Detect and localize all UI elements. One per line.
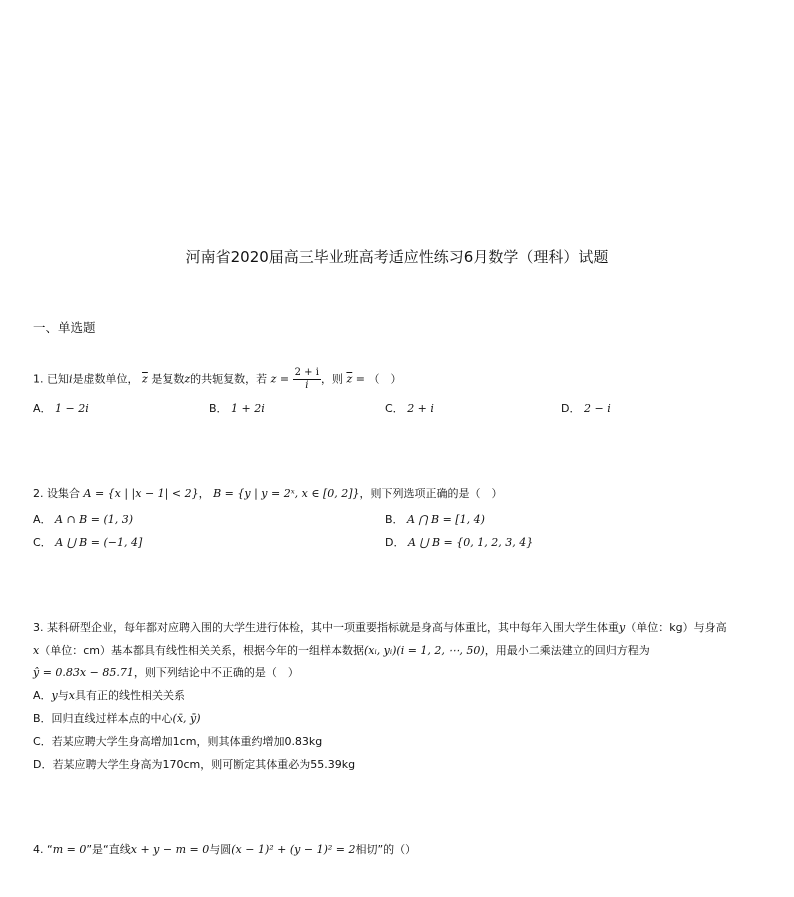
option-label: B． (385, 513, 404, 526)
q1-option-d (561, 402, 611, 416)
q3-text: ，则下列结论中不正确的是（ ） (133, 666, 299, 679)
option-value: A ∩ B = (1, 3) (55, 513, 134, 526)
q3-option-d: D．若某应聘大学生身高为170cm，则可断定其体重必为55.39kg (33, 758, 356, 771)
page-title: 河南省2020届高三毕业班高考适应性练习6月数学（理科）试题 (185, 248, 609, 266)
question-3-line-3 (33, 666, 299, 680)
q1-z: z (184, 372, 191, 386)
option-label: A． (33, 689, 52, 702)
q3-var-x: x (68, 689, 75, 702)
option-value: A ⋂ B = [1, 4) (407, 513, 485, 526)
option-value: 2 − i (583, 402, 611, 415)
q4-text: 4. “ (33, 843, 53, 856)
q3-text: 3. 某科研型企业，每年都对应聘入围的大学生进行体检，其中一项重要指标就是身高与体重比，其中每年入围大学生体重 (33, 621, 619, 634)
q2-option-d (385, 536, 533, 550)
q3-text: 具有正的线性相关关系 (74, 689, 185, 702)
q3-center-point: (x̄, ȳ) (172, 712, 201, 725)
q3-text: 与 (57, 689, 69, 702)
q3-text: （单位：cm）基本都具有线性相关关系，根据今年的一组样本数据 (39, 644, 364, 657)
q1-zbar: $\overline{z}$ (142, 372, 148, 386)
question-4 (33, 843, 416, 857)
q1-frac-num: 2 + i (294, 367, 319, 378)
q1-option-b (209, 402, 265, 416)
option-label: C． (33, 536, 52, 549)
q1-i: i (69, 372, 73, 386)
q3-var-y: y (619, 621, 626, 634)
q1-text: 1. 已知 (33, 372, 69, 386)
q4-line-eq: x + y − m = 0 (130, 843, 210, 856)
option-label: D． (561, 402, 581, 415)
q1-eq: z = (270, 372, 290, 386)
q3-var-x: x (33, 644, 40, 657)
q1-text: 是复数 (151, 372, 185, 386)
q3-var-y: y (51, 689, 58, 702)
question-1 (33, 367, 401, 392)
option-value: 1 + 2i (231, 402, 265, 415)
q2-option-c (33, 536, 142, 550)
q2-text: 2. 设集合 (33, 487, 80, 500)
question-3-line-1 (33, 621, 727, 635)
option-label: A． (33, 513, 52, 526)
section-heading: 一、单选题 (33, 320, 96, 335)
q3-text: ，用最小二乘法建立的回归方程为 (484, 644, 650, 657)
q3-option-a (33, 689, 185, 703)
q3-sample: (xᵢ, yᵢ)(i = 1, 2, ⋯, 50) (363, 644, 485, 657)
q4-condition: m = 0 (52, 843, 87, 856)
q3-option-b (33, 712, 201, 726)
q1-option-c (385, 402, 434, 416)
q1-option-a (33, 402, 89, 416)
option-label: D． (385, 536, 405, 549)
q1-frac-den: i (305, 380, 309, 391)
q4-text: ”是“直线 (86, 843, 131, 856)
option-label: C． (385, 402, 404, 415)
q3-option-c: C．若某应聘大学生身高增加1cm，则其体重约增加0.83kg (33, 735, 323, 748)
q3-regression-eq: ŷ = 0.83x − 85.71 (33, 666, 134, 679)
q1-text: = （ ） (355, 372, 402, 386)
q2-text: ，则下列选项正确的是（ ） (359, 487, 503, 500)
option-label: B． (209, 402, 228, 415)
option-label: B． (33, 712, 52, 725)
q2-option-a (33, 513, 133, 527)
q1-text: 是虚数单位， (72, 372, 139, 386)
q1-text: 的共轭复数，若 (190, 372, 268, 386)
q1-fraction (293, 367, 321, 392)
q2-set-a: A = {x | |x − 1| < 2} (83, 487, 199, 500)
option-value: 1 − 2i (55, 402, 89, 415)
q1-zbar: $\overline{z}$ (346, 372, 353, 386)
q2-option-b (385, 513, 485, 527)
q4-circle-eq: (x − 1)² + (y − 1)² = 2 (231, 843, 356, 856)
q3-text: 回归直线过样本点的中心 (51, 712, 173, 725)
q4-text: 相切”的（） (355, 843, 417, 856)
q3-text: （单位：kg）与身高 (625, 621, 727, 634)
option-value: 2 + i (407, 402, 434, 415)
q2-text: ， (198, 487, 210, 500)
q2-set-b: B = {y | y = 2ˣ, x ∈ [0, 2]} (213, 487, 360, 500)
question-2 (33, 487, 503, 501)
option-value: A ⋃ B = (−1, 4] (55, 536, 143, 549)
option-label: A． (33, 402, 52, 415)
question-3-line-2 (33, 644, 650, 658)
option-value: A ⋃ B = {0, 1, 2, 3, 4} (407, 536, 534, 549)
q4-text: 与圆 (209, 843, 232, 856)
q1-text: ，则 (320, 372, 343, 386)
